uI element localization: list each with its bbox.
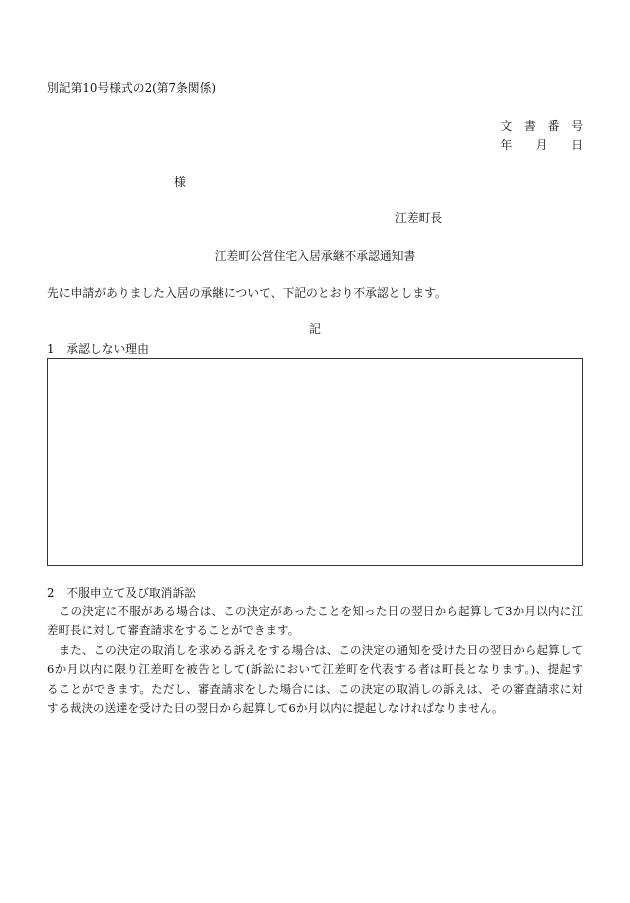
date-label: 年 月 日 <box>500 138 583 152</box>
appeal-paragraph-1 <box>47 602 583 641</box>
document-title: 江差町公営住宅入居承継不承認通知書 <box>214 249 416 263</box>
reason-box <box>47 358 583 566</box>
appeal-paragraph-2 <box>47 641 583 719</box>
addressee-suffix: 様 <box>174 175 186 189</box>
intro-text: 先に申請がありました入居の承継について、下記のとおり不承認とします。 <box>47 286 447 300</box>
form-identifier: 別記第10号様式の2(第7条関係) <box>47 81 216 95</box>
appeal-section-body <box>47 602 583 718</box>
paragraph-line: 差町長に対して審査請求をすることができます。 <box>47 623 300 638</box>
document-number-label: 文 書 番 号 <box>500 119 583 133</box>
reason-section-heading: 1 承認しない理由 <box>47 342 149 356</box>
paragraph-line: また、この決定の取消しを求める訴えをする場合は、この決定の通知を受けた日の翌日から起算して <box>47 642 583 657</box>
paragraph-line: 6か月以内に限り江差町を被告として(訴訟において江差町を代表する者は町長となります。)、提起す <box>47 662 583 677</box>
ki-marker: 記 <box>309 322 321 336</box>
appeal-section-heading: 2 不服申立て及び取消訴訟 <box>47 586 197 600</box>
paragraph-line: する裁決の送達を受けた日の翌日から起算して6か月以内に提起しなければなりません。 <box>47 700 504 715</box>
issuer-name: 江差町長 <box>395 211 443 225</box>
paragraph-line: ることができます。ただし、審査請求をした場合には、この決定の取消しの訴えは、その審査請求に対 <box>47 681 583 696</box>
paragraph-line: この決定に不服がある場合は、この決定があったことを知った日の翌日から起算して3か月以内に江 <box>47 604 583 618</box>
